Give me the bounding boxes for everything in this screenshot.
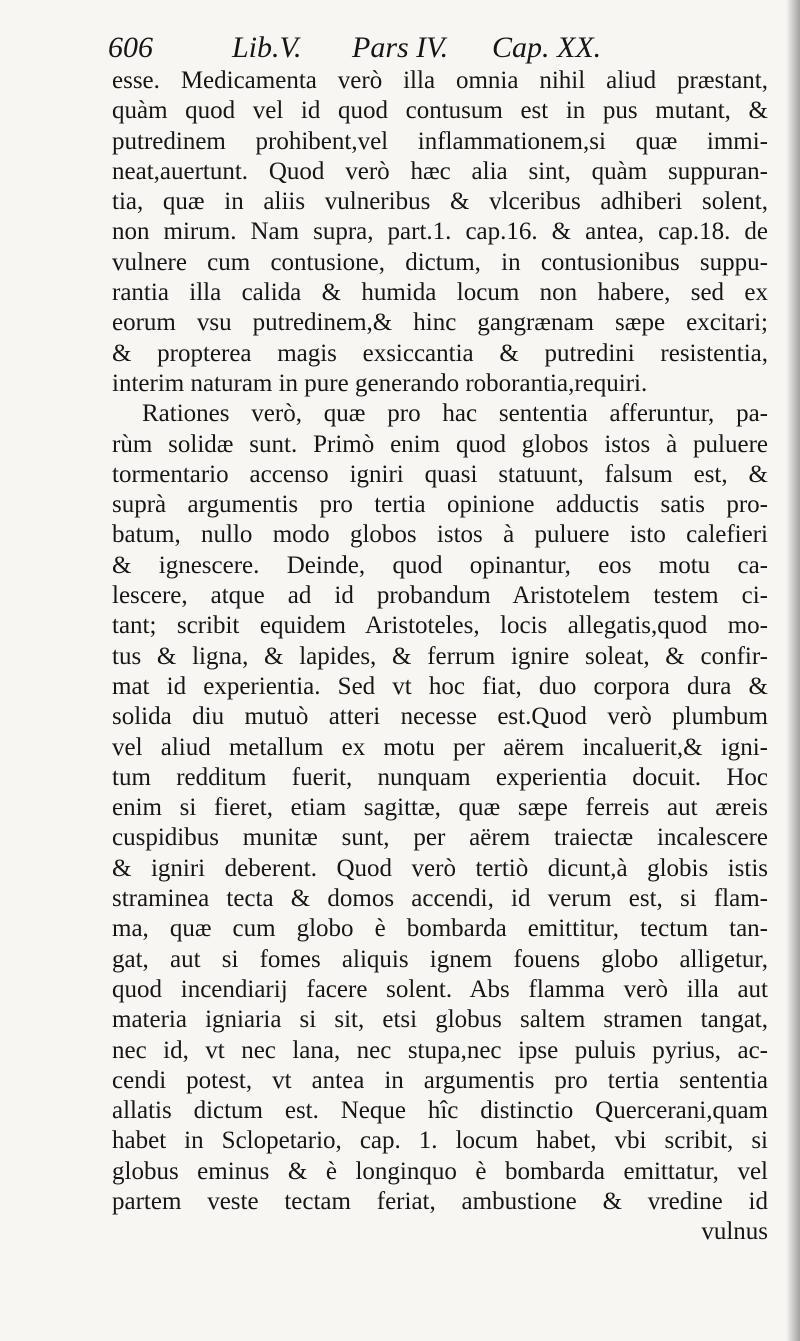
text-line: tus & ligna, & lapides, & ferrum ignire soleat, & confir- — [112, 642, 768, 670]
text-line: ma, quæ cum globo è bombarda emittitur, tectum tan- — [112, 915, 768, 943]
text-block — [108, 30, 768, 1248]
text-line: materia igniaria si sit, etsi globus saltem stramen tangat, — [112, 1006, 768, 1034]
text-line: tia, quæ in aliis vulneribus & vlceribus adhiberi solent, — [112, 188, 768, 216]
text-line: vel aliud metallum ex motu per aërem incaluerit,& igni- — [112, 733, 768, 761]
text-line: lescere, atque ad id probandum Aristotelem testem ci- — [112, 582, 768, 610]
text-line: vulnere cum contusione, dictum, in contusionibus suppu- — [112, 248, 768, 276]
text-line: tormentario accenso igniri quasi statuunt, falsum est, & — [112, 460, 768, 488]
text-line: rantia illa calida & humida locum non habere, sed ex — [112, 279, 768, 307]
text-line: neat,auertunt. Quod verò hæc alia sint, quàm suppuran- — [112, 157, 768, 185]
text-line: cendi potest, vt antea in argumentis pro tertia sententia — [112, 1066, 768, 1094]
text-line: habet in Sclopetario, cap. 1. locum habet, vbi scribit, si — [112, 1127, 768, 1155]
text-line: eorum vsu putredinem,& hinc gangrænam sæpe excitari; — [112, 309, 768, 337]
body-text — [112, 66, 768, 1217]
book-label: Lib.V. — [232, 31, 302, 64]
catchword: vulnus — [701, 1218, 768, 1246]
text-line: quod incendiarij facere solent. Abs flamma verò illa aut — [112, 975, 768, 1003]
page-edge-shadow — [786, 0, 800, 1341]
text-line: tum redditum fuerit, nunquam experientia docuit. Hoc — [112, 763, 768, 791]
text-line: esse. Medicamenta verò illa omnia nihil aliud præstant, — [112, 67, 768, 94]
text-line: nec id, vt nec lana, nec stupa,nec ipse puluis pyrius, ac- — [112, 1036, 768, 1064]
chapter-label: Cap. XX. — [492, 31, 602, 64]
text-line: partem veste tectam feriat, ambustione & vredine id — [112, 1187, 768, 1215]
text-line: globus eminus & è longinquo è bombarda emittatur, vel — [112, 1157, 768, 1185]
text-line: interim naturam in pure generando roborantia,requiri. — [112, 369, 648, 397]
text-line: tant; scribit equidem Aristoteles, locis allegatis,quod mo- — [112, 612, 768, 640]
text-line: non mirum. Nam supra, part.1. cap.16. & antea, cap.18. de — [112, 218, 768, 246]
text-line: mat id experientia. Sed vt hoc fiat, duo corpora dura & — [112, 672, 768, 700]
text-line: & propterea magis exsiccantia & putredini resistentia, — [112, 339, 768, 367]
running-head — [108, 30, 768, 66]
text-line: solida diu mutuò atteri necesse est.Quod verò plumbum — [112, 703, 768, 731]
text-line: putredinem prohibent,vel inflammationem,si quæ immi- — [112, 127, 768, 155]
text-line: allatis dictum est. Neque hîc distinctio Quercerani,quam — [112, 1097, 768, 1125]
text-line: & ignescere. Deinde, quod opinantur, eos motu ca- — [112, 551, 768, 579]
text-line: enim si fieret, etiam sagittæ, quæ sæpe ferreis aut æreis — [112, 794, 768, 822]
text-line: suprà argumentis pro tertia opinione adductis satis pro- — [112, 491, 768, 519]
part-label: Pars IV. — [352, 31, 449, 64]
text-line: cuspidibus munitæ sunt, per aërem traiectæ incalescere — [112, 824, 768, 852]
text-line: straminea tecta & domos accendi, id verum est, si flam- — [112, 885, 768, 913]
text-line: Rationes verò, quæ pro hac sententia afferuntur, pa- — [142, 400, 768, 428]
text-line: batum, nullo modo globos istos à puluere isto calefieri — [112, 521, 768, 549]
text-line: rùm solidæ sunt. Primò enim quod globos istos à puluere — [112, 430, 768, 458]
text-line: quàm quod vel id quod contusum est in pus mutant, & — [112, 97, 768, 125]
text-line: gat, aut si fomes aliquis ignem fouens globo alligetur, — [112, 945, 768, 973]
text-line: & igniri deberent. Quod verò tertiò dicunt,à globis istis — [112, 854, 768, 882]
page-number: 606 — [108, 31, 153, 64]
